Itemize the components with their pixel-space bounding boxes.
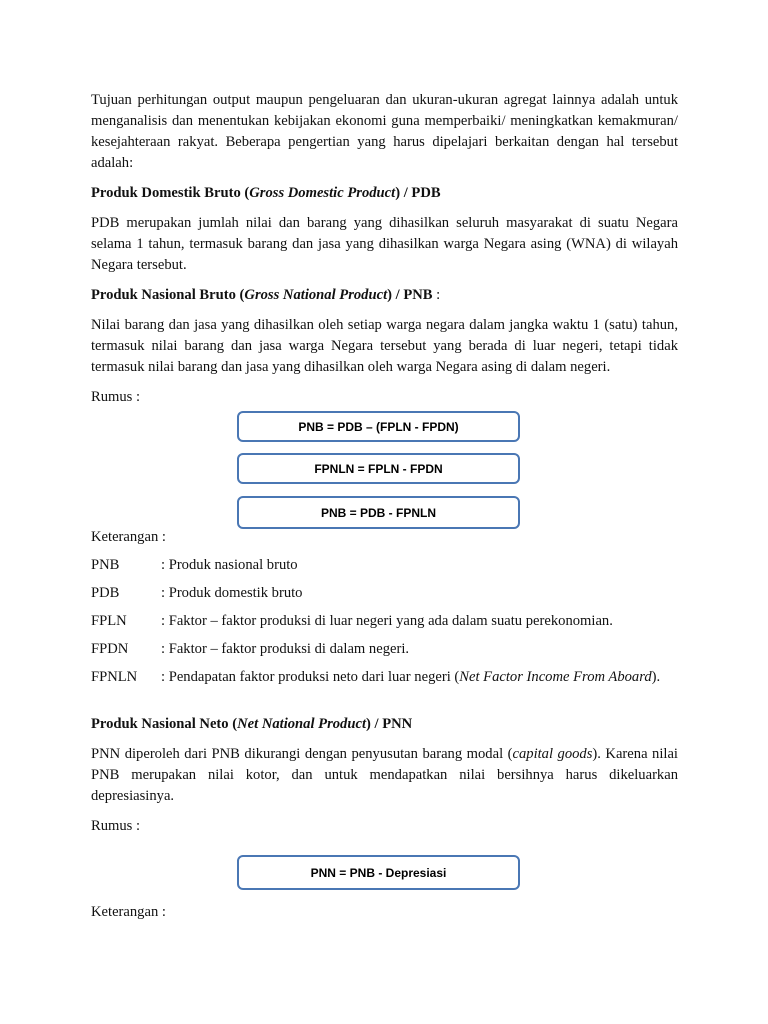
pnn-body-italic: capital goods	[512, 746, 593, 762]
pnb-heading-italic: Gross National Product	[244, 287, 388, 303]
definition-row	[91, 667, 678, 688]
intro-paragraph: Tujuan perhitungan output maupun pengeluaran dan ukuran-ukuran agregat lainnya adalah untuk menganalisis dan menentukan kebijakan ekonomi guna memperbaiki/ meningkatkan kemakmuran/ kesejahteraan rakyat. Beberapa pengertian yang harus dipelajari berkaitan dengan hal tersebut adalah:	[91, 92, 678, 171]
definition-term: FPDN	[91, 641, 129, 657]
definition-desc: : Faktor – faktor produksi di dalam negeri.	[161, 641, 410, 657]
definition-desc: : Produk nasional bruto	[161, 557, 298, 573]
pnb-heading-colon: :	[432, 287, 441, 303]
formula-box-fpnln: FPNLN = FPLN - FPDN	[237, 453, 520, 484]
definition-desc	[161, 667, 678, 688]
definition-row	[91, 583, 678, 604]
definition-desc-italic: Net Factor Income From Aboard	[459, 669, 652, 685]
pnb-definitions	[91, 555, 678, 688]
formula-box-pnb-2: PNB = PDB - FPNLN	[237, 496, 520, 529]
pnn-rumus-label: Rumus :	[91, 818, 141, 834]
pnb-rumus-label: Rumus :	[91, 389, 141, 405]
definition-term: PNB	[91, 557, 120, 573]
definition-row	[91, 611, 678, 632]
definition-term: PDB	[91, 585, 120, 601]
pnb-paragraph: Nilai barang dan jasa yang dihasilkan oleh setiap warga negara dalam jangka waktu 1 (satu) tahun, termasuk nilai barang dan jasa warga Negara tersebut yang berada di luar negeri, tetapi tidak termasuk nilai barang dan jasa yang dihasilkan oleh warga Negara asing di dalam negeri.	[91, 317, 678, 375]
definition-row	[91, 639, 678, 660]
pnn-heading-post: ) / PNN	[366, 716, 413, 732]
definition-desc: : Faktor – faktor produksi di luar negeri yang ada dalam suatu perekonomian.	[161, 613, 613, 629]
pdb-heading-italic: Gross Domestic Product	[249, 185, 396, 201]
pnn-body-pre: PNN diperoleh dari PNB dikurangi dengan penyusutan barang modal (	[91, 746, 513, 762]
definition-term: FPLN	[91, 613, 127, 629]
definition-row	[91, 555, 678, 576]
definition-desc-pre: : Pendapatan faktor produksi neto dari luar negeri (	[161, 669, 460, 685]
pnb-formula-area	[91, 408, 678, 526]
definition-desc-post: ).	[651, 669, 661, 685]
formula-box-pnn: PNN = PNB - Depresiasi	[237, 855, 520, 890]
pnn-body-post: ). Karena nilai PNB merupakan nilai kotor, dan untuk mendapatkan nilai bersihnya harus dikeluarkan depresiasinya.	[91, 746, 678, 804]
pdb-heading-pre: Produk Domestik Bruto (	[91, 185, 250, 201]
formula-box-pnb-1: PNB = PDB – (FPLN - FPDN)	[237, 411, 520, 442]
pnn-formula-area	[91, 837, 678, 899]
document-page	[91, 90, 678, 923]
definition-term: FPNLN	[91, 669, 138, 685]
pnb-heading	[91, 285, 678, 306]
pnb-heading-post: ) / PNB	[387, 287, 433, 303]
pnb-heading-pre: Produk Nasional Bruto (	[91, 287, 245, 303]
pdb-heading	[91, 183, 678, 204]
pnb-keterangan-label: Keterangan :	[91, 529, 166, 545]
pnn-paragraph	[91, 744, 678, 807]
pnn-keterangan-label: Keterangan :	[91, 904, 166, 920]
pdb-paragraph: PDB merupakan jumlah nilai dan barang yang dihasilkan seluruh masyarakat di suatu Negara selama 1 tahun, termasuk barang dan jasa yang dihasilkan warga Negara asing (WNA) di wilayah Negara tersebut.	[91, 215, 678, 273]
definition-desc: : Produk domestik bruto	[161, 585, 303, 601]
pnn-heading-pre: Produk Nasional Neto (	[91, 716, 238, 732]
pnn-heading	[91, 714, 678, 735]
pdb-heading-post: ) / PDB	[395, 185, 441, 201]
pnn-heading-italic: Net National Product	[237, 716, 367, 732]
